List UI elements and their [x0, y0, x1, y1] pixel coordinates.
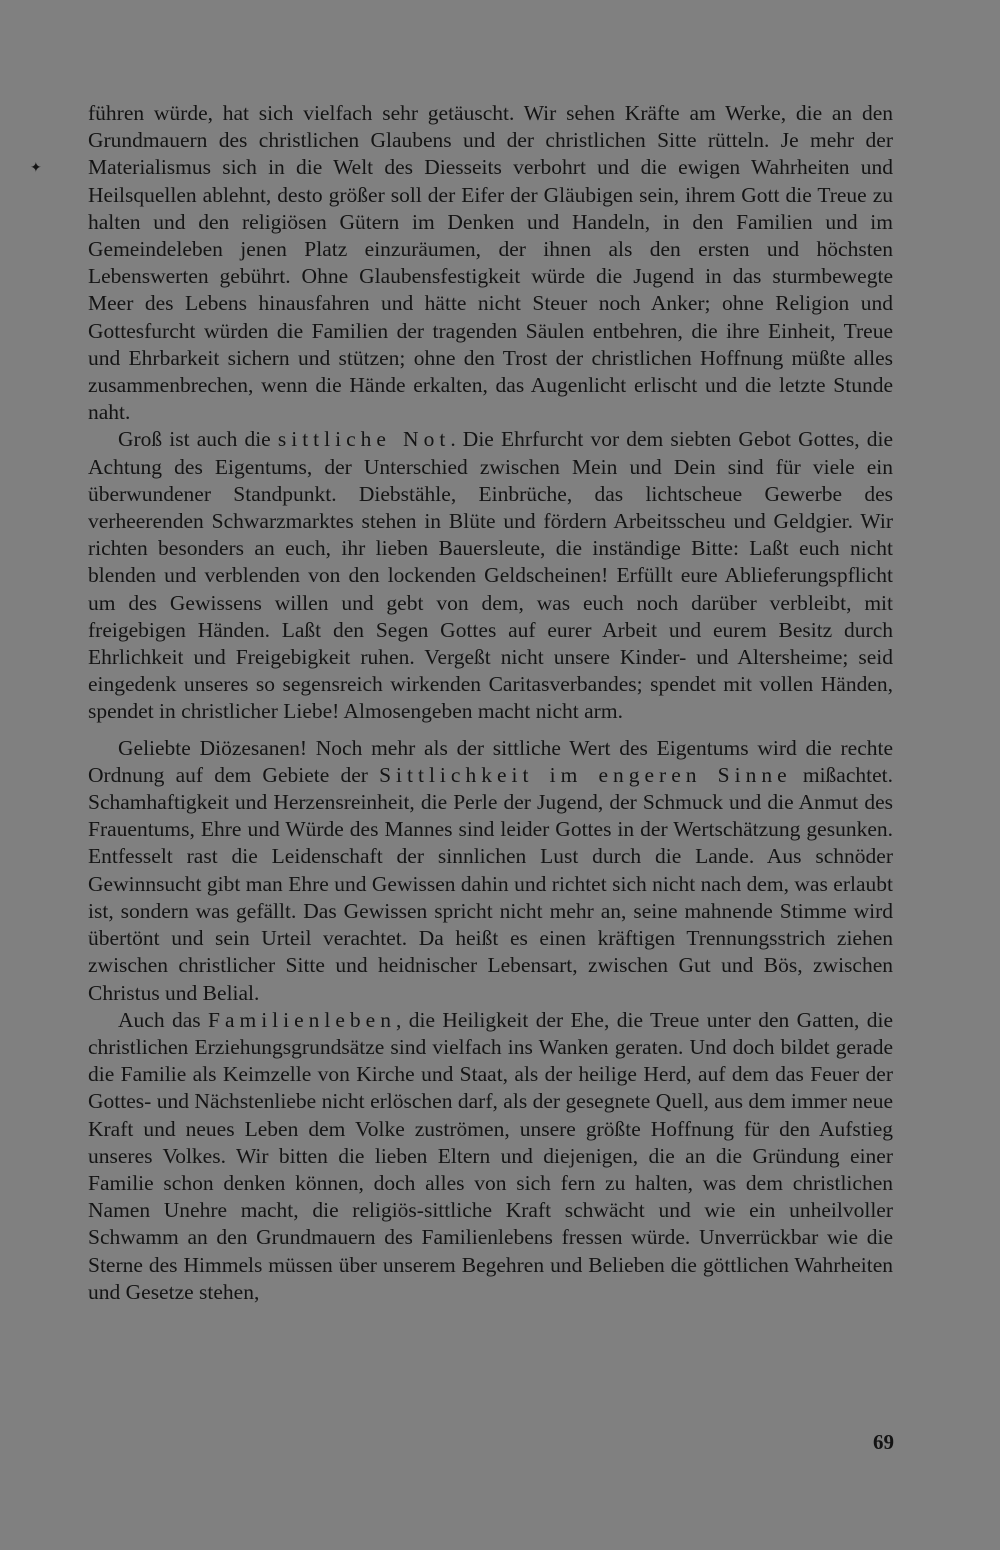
paragraph-3-text-a: Geliebte Diözesanen! Noch mehr als der sittliche Wert des Eigentums wird die rechte Ordnung auf dem Gebiete der: [88, 735, 893, 787]
paragraph-3-text-b: mißachtet. Schamhaftigkeit und Herzensreinheit, die Perle der Jugend, der Schmuck und die Anmut des Frauentums, Ehre und Würde des Mannes sind leider Gottes in der Wertschätzung gesunken. Entfesselt rast die Leidenschaft der sinnlichen Lust durch die Lande. Aus schnöder Gewinnsucht gibt man Ehre und Gewissen dahin und richtet sich nicht nach dem, was erlaubt ist, sondern was gefällt. Das Gewissen spricht nicht mehr an, seine mahnende Stimme wird übertönt und sein Urteil verachtet. Da heißt es einen kräftigen Trennungsstrich ziehen zwischen christlicher Sitte und heidnischer Lebensart, zwischen Gut und Bös, zwischen Christus und Belial.: [88, 762, 893, 1005]
paragraph-3-emphasis: Sittlichkeit im engeren Sinne: [379, 762, 792, 787]
paragraph-2-emphasis: sittliche Not: [277, 427, 451, 452]
paragraph-4-emphasis: Familienleben: [207, 1007, 396, 1032]
page-number: 69: [873, 1430, 894, 1454]
page-body: [88, 100, 893, 1306]
paragraph-2: [88, 426, 893, 725]
paragraph-2-text-b: . Die Ehrfurcht vor dem siebten Gebot Gottes, die Achtung des Eigentums, der Unterschied zwischen Mein und Dein sind für viele ein überwundener Standpunkt. Diebstähle, Einbrüche, das lichtscheue Gewerbe des verheerenden Schwarzmarktes stehen in Blüte und fördern Arbeitsscheu und Geldgier. Wir richten besonders an euch, ihr lieben Bauersleute, die inständige Bitte: Laßt euch nicht blenden und verblenden von den lockenden Geldscheinen! Erfüllt eure Ablieferungspflicht um des Gewissens willen und gebt von dem, was euch noch darüber verbleibt, mit freigebigen Händen. Laßt den Segen Gottes auf eurer Arbeit und eurem Besitz durch Ehrlichkeit und Freigebigkeit ruhen. Vergeßt nicht unsere Kinder- und Altersheime; seid eingedenk unseres so segensreich wirkenden Caritasverbandes; spendet mit vollen Händen, spendet in christlicher Liebe! Almosengeben macht nicht arm.: [88, 427, 893, 724]
scan-speck-mark: ✦: [30, 161, 42, 176]
paragraph-1-text: führen würde, hat sich vielfach sehr getäuscht. Wir sehen Kräfte am Werke, die an den Grundmauern des christlichen Glaubens und der christlichen Sitte rütteln. Je mehr der Materialismus sich in die Welt des Diesseits verbohrt und die ewigen Wahrheiten und Heilsquellen ablehnt, desto größer soll der Eifer der Gläubigen sein, ihrem Gott die Treue zu halten und den religiösen Gütern im Denken und Handeln, in den Familien und im Gemeindeleben jenen Platz einzuräumen, der ihnen als den ersten und höchsten Lebenswerten gebührt. Ohne Glaubensfestigkeit würde die Jugend in das sturmbewegte Meer des Lebens hinausfahren und hätte nicht Steuer noch Anker; ohne Religion und Gottesfurcht würden die Familien der tragenden Säulen entbehren, die ihre Einheit, Treue und Ehrbarkeit sichern und stützen; ohne den Trost der christlichen Hoffnung müßte alles zusammenbrechen, wenn die Hände erkalten, das Augenlicht erlischt und die letzte Stunde naht.: [88, 101, 893, 425]
paragraph-4-text-a: Auch das: [118, 1007, 208, 1032]
paragraph-2-text-a: Groß ist auch die: [118, 427, 278, 452]
paragraph-3: [88, 735, 893, 1007]
paragraph-4: [88, 1007, 893, 1306]
paragraph-4-text-b: , die Heiligkeit der Ehe, die Treue unter den Gatten, die christlichen Erziehungsgrundsätze sind vielfach ins Wanken geraten. Und doch bildet gerade die Familie als Keimzelle von Kirche und Staat, als der heilige Herd, auf dem das Feuer der Gottes- und Nächstenliebe nicht erlöschen darf, als der gesegnete Quell, aus dem immer neue Kraft und neues Leben dem Volke zuströmen, unsere größte Hoffnung für den Aufstieg unseres Volkes. Wir bitten die lieben Eltern und diejenigen, die an die Gründung einer Familie schon denken können, doch alles von sich fern zu halten, was dem christlichen Namen Unehre macht, die religiös-sittliche Kraft schwächt und wie ein unheilvoller Schwamm an den Grundmauern des Familienlebens fressen würde. Unverrückbar wie die Sterne des Himmels müssen über unserem Begehren und Belieben die göttlichen Wahrheiten und Gesetze stehen,: [88, 1007, 894, 1304]
paragraph-1: [88, 100, 893, 426]
